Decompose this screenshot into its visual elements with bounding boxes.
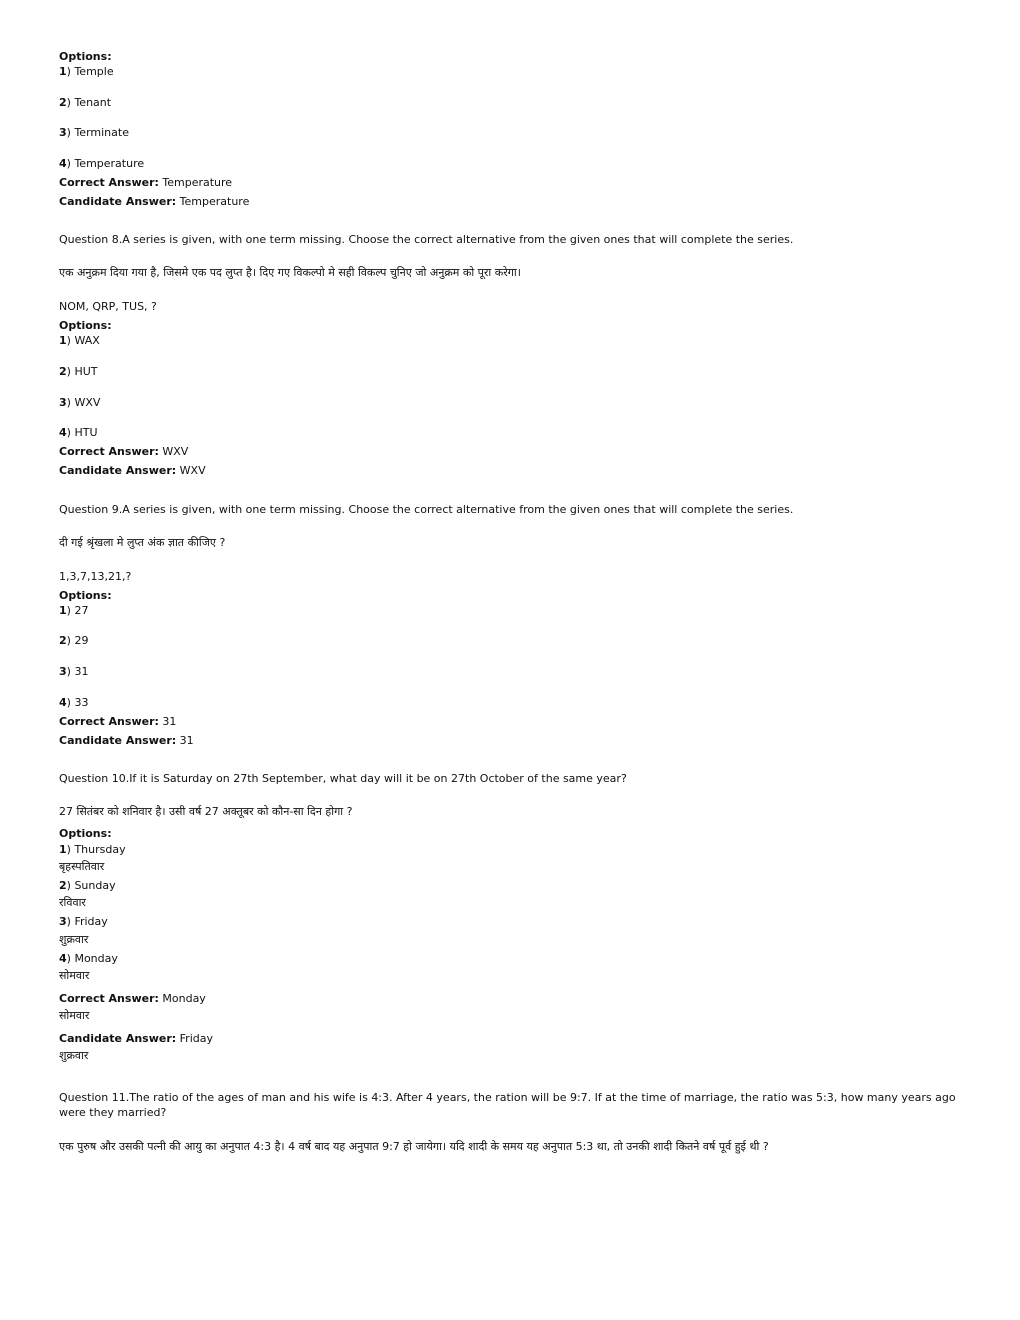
option: 1) WAX	[59, 334, 100, 347]
option: 1) 27	[59, 604, 89, 617]
option: 4) HTU	[59, 426, 98, 439]
option-hindi: शुक्रवार	[59, 933, 89, 946]
correct-answer: Correct Answer: WXV	[59, 445, 189, 458]
candidate-answer: Candidate Answer: Temperature	[59, 195, 250, 208]
options-label: Options:	[59, 827, 112, 840]
question-text: Question 8.A series is given, with one term missing. Choose the correct alternative from the given ones that will complete the series.	[59, 233, 794, 246]
options-label: Options:	[59, 50, 112, 63]
option: 1) Thursday	[59, 843, 126, 856]
option: 3) Friday	[59, 915, 108, 928]
question-hindi: दी गई श्रृंखला मे लुप्त अंक ज्ञात कीजिए ?	[59, 536, 226, 549]
question-hindi: 27 सितंबर को शनिवार है। उसी वर्ष 27 अक्तूबर को कौन-सा दिन होगा ?	[59, 805, 353, 818]
option: 2) Tenant	[59, 96, 112, 109]
question-text: Question 11.The ratio of the ages of man and his wife is 4:3. After 4 years, the ration will be 9:7. If at the time of marriage, the ratio was 5:3, how many years ago were they married?	[59, 1091, 956, 1119]
option: 2) 29	[59, 634, 89, 647]
candidate-answer: Candidate Answer: WXV	[59, 464, 206, 477]
question-hindi: एक अनुक्रम दिया गया है, जिसमे एक पद लुप्त है। दिए गए विकल्पो मे सही विकल्प चुनिए जो अनुक्रम को पूरा करेगा।	[59, 266, 521, 279]
option: 4) Temperature	[59, 157, 145, 170]
correct-answer: Correct Answer: 31	[59, 715, 177, 728]
question-series: NOM, QRP, TUS, ?	[59, 300, 157, 313]
question-hindi: एक पुरुष और उसकी पत्नी की आयु का अनुपात 4:3 है। 4 वर्ष बाद यह अनुपात 9:7 हो जायेगा। यदि शादी के समय यह अनुपात 5:3 था, तो उनकी शादी कितने वर्ष पूर्व हुई थी ?	[59, 1140, 769, 1153]
correct-answer: Correct Answer: Monday	[59, 992, 206, 1005]
candidate-answer: Candidate Answer: 31	[59, 734, 194, 747]
options-label: Options:	[59, 589, 112, 602]
option: 2) Sunday	[59, 879, 116, 892]
option-hindi: सोमवार	[59, 969, 90, 982]
option: 3) 31	[59, 665, 89, 678]
options-label: Options:	[59, 319, 112, 332]
option-hindi: बृहस्पतिवार	[59, 860, 105, 873]
question-series: 1,3,7,13,21,?	[59, 570, 132, 583]
question-text: Question 9.A series is given, with one term missing. Choose the correct alternative from the given ones that will complete the series.	[59, 503, 794, 516]
option: 2) HUT	[59, 365, 98, 378]
correct-answer: Correct Answer: Temperature	[59, 176, 233, 189]
option: 3) WXV	[59, 396, 101, 409]
correct-answer-hindi: सोमवार	[59, 1009, 90, 1022]
option: 4) Monday	[59, 952, 118, 965]
option: 3) Terminate	[59, 126, 129, 139]
option: 4) 33	[59, 696, 89, 709]
candidate-answer: Candidate Answer: Friday	[59, 1032, 213, 1045]
question-text: Question 10.If it is Saturday on 27th September, what day will it be on 27th October of the same year?	[59, 772, 627, 785]
option: 1) Temple	[59, 65, 114, 78]
candidate-answer-hindi: शुक्रवार	[59, 1049, 89, 1062]
option-hindi: रविवार	[59, 896, 86, 909]
